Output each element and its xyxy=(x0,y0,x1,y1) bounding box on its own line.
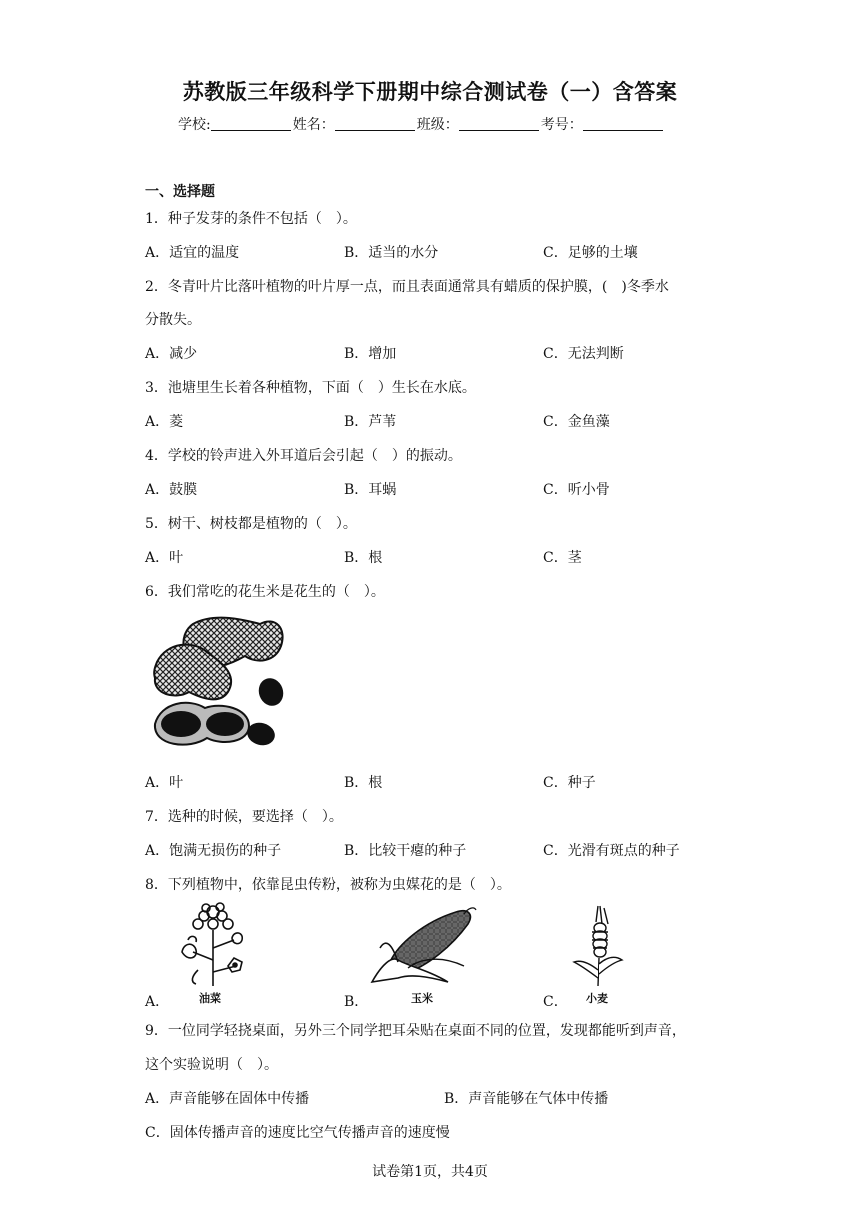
question-6-option-b[interactable]: B．根 xyxy=(344,775,383,791)
question-6-option-a[interactable]: A．叶 xyxy=(145,775,184,791)
question-8-caption-rapeseed: 油菜 xyxy=(199,992,221,1005)
rapeseed-flower-illustration xyxy=(168,900,258,988)
page-title: 苏教版三年级科学下册期中综合测试卷（一）含答案 xyxy=(182,80,678,104)
question-2-stem-line2: 分散失。 xyxy=(145,312,201,328)
question-2-option-c[interactable]: C．无法判断 xyxy=(543,346,624,362)
question-7-stem: 7．选种的时候，要选择（ ）。 xyxy=(145,809,343,825)
question-7-option-b[interactable]: B．比较干瘪的种子 xyxy=(344,843,467,859)
question-8-caption-corn: 玉米 xyxy=(411,992,433,1005)
wheat-illustration xyxy=(566,902,626,986)
question-1-option-b[interactable]: B．适当的水分 xyxy=(344,245,439,261)
name-label: 姓名： xyxy=(292,117,335,133)
student-info-line xyxy=(178,114,665,134)
corn-illustration xyxy=(368,904,478,988)
question-9-stem-line2: 这个实验说明（ ）。 xyxy=(145,1057,278,1073)
class-blank[interactable] xyxy=(459,116,539,131)
name-blank[interactable] xyxy=(335,116,415,131)
question-8-option-c[interactable]: C． xyxy=(543,994,568,1010)
question-1-option-c[interactable]: C．足够的土壤 xyxy=(543,245,638,261)
question-8-option-b[interactable]: B． xyxy=(344,994,369,1010)
question-4-stem: 4．学校的铃声进入外耳道后会引起（ ）的振动。 xyxy=(145,448,462,464)
question-6-option-c[interactable]: C．种子 xyxy=(543,775,596,791)
question-1-option-a[interactable]: A．适宜的温度 xyxy=(145,245,240,261)
question-2-option-a[interactable]: A．减少 xyxy=(145,346,198,362)
exam-number-label: 考号： xyxy=(540,117,583,133)
question-8-caption-wheat: 小麦 xyxy=(586,992,608,1005)
question-9-option-a[interactable]: A．声音能够在固体中传播 xyxy=(145,1091,310,1107)
question-2-option-b[interactable]: B．增加 xyxy=(344,346,397,362)
page-footer: 试卷第1页，共4页 xyxy=(372,1164,488,1180)
question-7-option-c[interactable]: C．光滑有斑点的种子 xyxy=(543,843,680,859)
exam-number-blank[interactable] xyxy=(583,116,663,131)
question-6-stem: 6．我们常吃的花生米是花生的（ ）。 xyxy=(145,584,385,600)
question-3-option-c[interactable]: C．金鱼藻 xyxy=(543,414,610,430)
question-4-option-a[interactable]: A．鼓膜 xyxy=(145,482,198,498)
question-2-stem-line1: 2．冬青叶片比落叶植物的叶片厚一点，而且表面通常具有蜡质的保护膜，( )冬季水 xyxy=(145,279,669,295)
class-label: 班级： xyxy=(416,117,459,133)
school-label: 学校: xyxy=(178,117,211,133)
question-4-option-c[interactable]: C．听小骨 xyxy=(543,482,610,498)
peanut-illustration xyxy=(145,612,295,757)
question-3-option-b[interactable]: B．芦苇 xyxy=(344,414,397,430)
question-5-option-a[interactable]: A．叶 xyxy=(145,550,184,566)
question-5-option-c[interactable]: C．茎 xyxy=(543,550,582,566)
question-9-option-c[interactable]: C．固体传播声音的速度比空气传播声音的速度慢 xyxy=(145,1125,450,1141)
question-3-option-a[interactable]: A．菱 xyxy=(145,414,184,430)
question-9-option-b[interactable]: B．声音能够在气体中传播 xyxy=(444,1091,609,1107)
question-8-option-a[interactable]: A． xyxy=(145,994,170,1010)
question-7-option-a[interactable]: A．饱满无损伤的种子 xyxy=(145,843,282,859)
question-9-stem-line1: 9．一位同学轻挠桌面，另外三个同学把耳朵贴在桌面不同的位置，发现都能听到声音， xyxy=(145,1023,686,1039)
question-8-stem: 8．下列植物中，依靠昆虫传粉，被称为虫媒花的是（ ）。 xyxy=(145,877,511,893)
question-4-option-b[interactable]: B．耳蜗 xyxy=(344,482,397,498)
question-5-option-b[interactable]: B．根 xyxy=(344,550,383,566)
question-3-stem: 3．池塘里生长着各种植物，下面（ ）生长在水底。 xyxy=(145,380,476,396)
section-heading: 一、选择题 xyxy=(145,184,215,200)
school-blank[interactable] xyxy=(211,116,291,131)
question-5-stem: 5．树干、树枝都是植物的（ ）。 xyxy=(145,516,357,532)
question-1-stem: 1．种子发芽的条件不包括（ ）。 xyxy=(145,211,357,227)
